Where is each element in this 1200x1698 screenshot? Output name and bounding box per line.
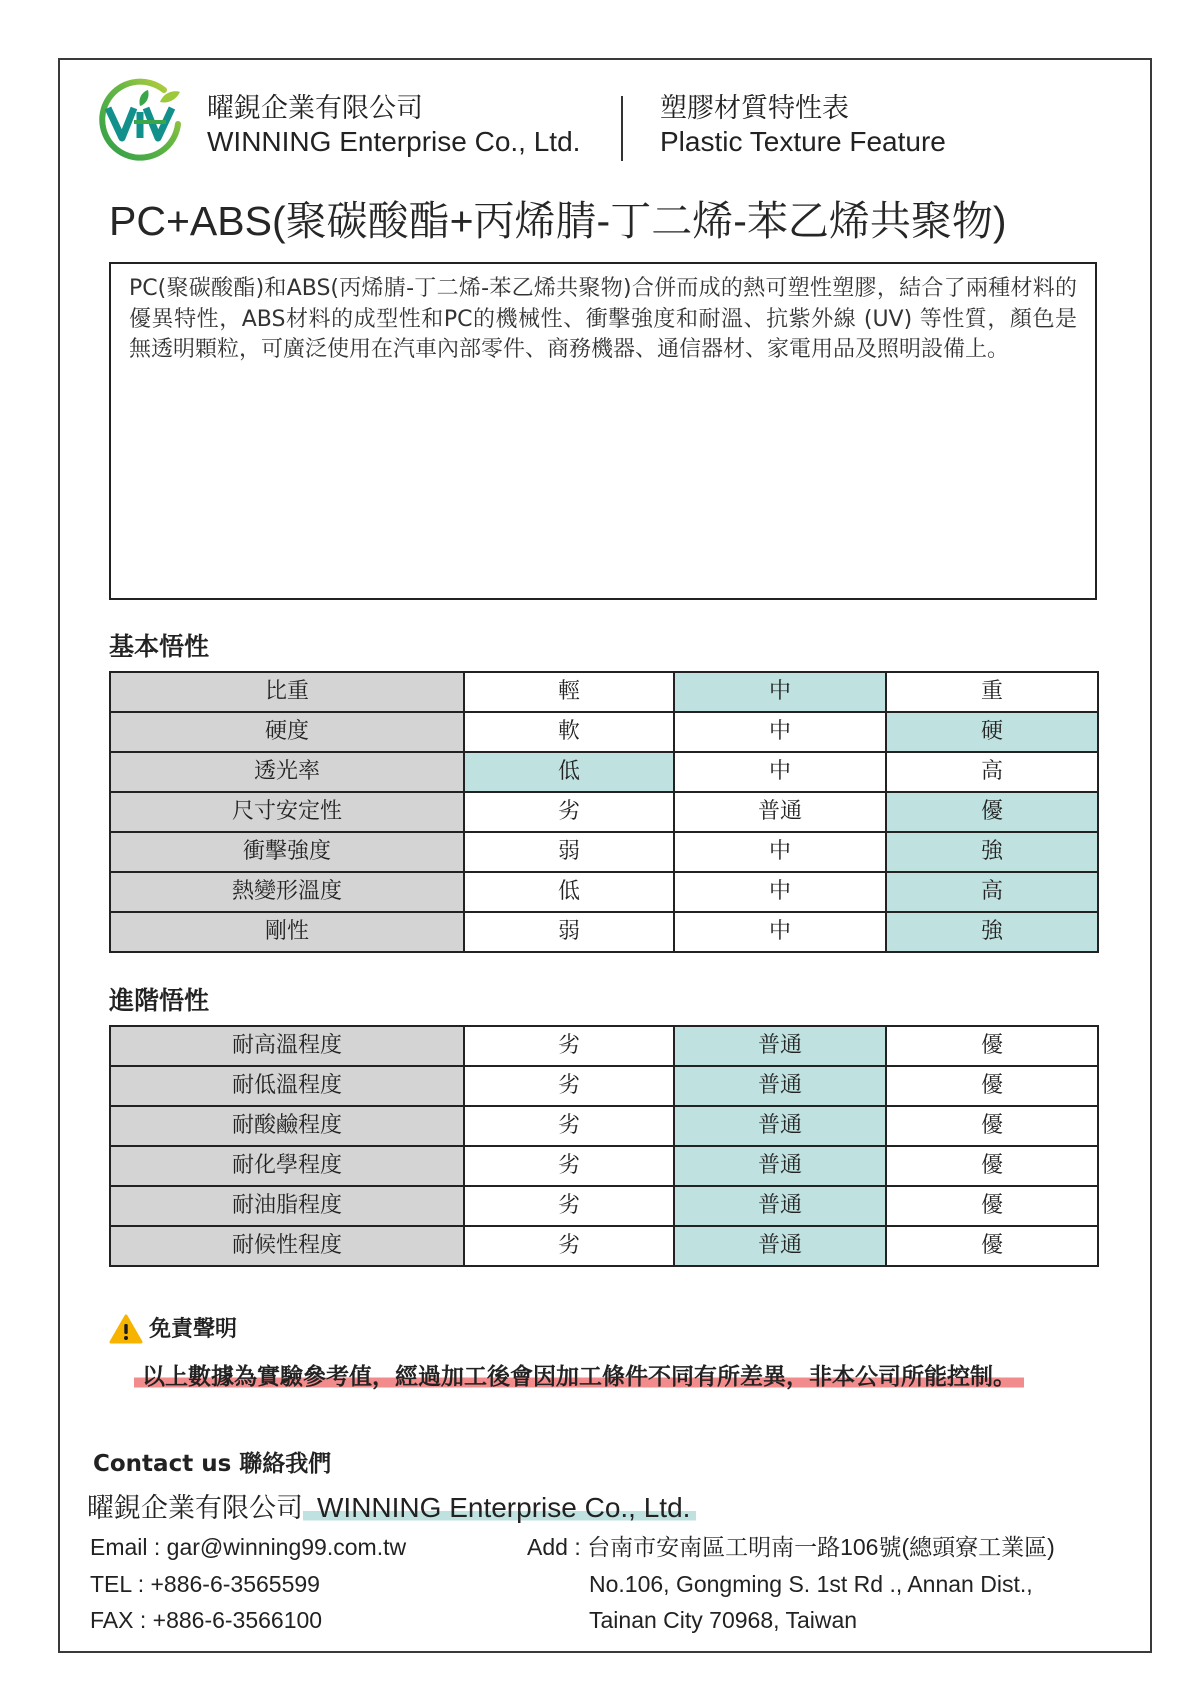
property-label: 衝擊強度 (110, 832, 464, 872)
level-cell: 高 (886, 752, 1098, 792)
level-cell: 優 (886, 1226, 1098, 1266)
contact-fax: FAX : +886-6-3566100 (90, 1607, 323, 1633)
description-text: PC(聚碳酸酯)和ABS(丙烯腈-丁二烯-苯乙烯共聚物)合併而成的熱可塑性塑膠，結合了兩種材料的優異特性，ABS材料的成型性和PC的機械性、衝擊強度和耐溫、抗紫外線 (UV) 等性質，顏色是無透明顆粒，可廣泛使用在汽車內部零件、商務機器、通信器材、家電用品及照明設備上。 (129, 276, 1077, 362)
level-cell: 中 (674, 752, 886, 792)
property-label: 耐油脂程度 (110, 1186, 464, 1226)
level-cell: 劣 (464, 1066, 674, 1106)
level-cell-selected: 普通 (674, 1146, 886, 1186)
level-cell: 中 (674, 872, 886, 912)
level-cell: 中 (674, 912, 886, 952)
level-cell-selected: 普通 (674, 1226, 886, 1266)
disclaimer-heading: 免責聲明 (149, 1317, 238, 1342)
level-cell: 劣 (464, 1106, 674, 1146)
property-label: 熱變形溫度 (110, 872, 464, 912)
level-cell: 軟 (464, 712, 674, 752)
disclaimer-text: 以上數據為實驗參考值，經過加工後會因加工條件不同有所差異，非本公司所能控制。 (134, 1364, 1024, 1390)
advanced-properties-table (109, 1025, 1099, 1267)
contact-address-line: Tainan City 70968, Taiwan (589, 1607, 858, 1633)
company-name-en: WINNING Enterprise Co., Ltd. (207, 126, 581, 157)
level-cell: 中 (674, 712, 886, 752)
level-cell: 重 (886, 672, 1098, 712)
property-row (110, 752, 1098, 792)
property-label: 比重 (110, 672, 464, 712)
level-cell-selected: 普通 (674, 1066, 886, 1106)
property-row (110, 1026, 1098, 1066)
property-row (110, 1066, 1098, 1106)
level-cell-selected: 優 (886, 792, 1098, 832)
property-row (110, 672, 1098, 712)
contact-company (87, 1491, 696, 1526)
level-cell-selected: 強 (886, 832, 1098, 872)
property-row (110, 792, 1098, 832)
contact-company-zh: 曜鋧企業有限公司 (87, 1493, 303, 1524)
description-box (109, 262, 1097, 600)
document-title-en: Plastic Texture Feature (660, 126, 946, 157)
warning-icon (109, 1314, 143, 1344)
level-cell: 弱 (464, 912, 674, 952)
level-cell-selected: 強 (886, 912, 1098, 952)
level-cell: 輕 (464, 672, 674, 712)
section-heading-basic: 基本悟性 (109, 632, 210, 661)
property-label: 硬度 (110, 712, 464, 752)
level-cell: 優 (886, 1146, 1098, 1186)
document-title-zh: 塑膠材質特性表 (660, 93, 849, 124)
level-cell: 中 (674, 832, 886, 872)
level-cell: 劣 (464, 1026, 674, 1066)
level-cell: 劣 (464, 1226, 674, 1266)
level-cell: 劣 (464, 1146, 674, 1186)
property-row (110, 1186, 1098, 1226)
property-label: 耐低溫程度 (110, 1066, 464, 1106)
material-title: PC+ABS(聚碳酸酯+丙烯腈-丁二烯-苯乙烯共聚物) (109, 198, 1007, 244)
level-cell-selected: 低 (464, 752, 674, 792)
level-cell: 劣 (464, 792, 674, 832)
contact-address-line: No.106, Gongming S. 1st Rd ., Annan Dist., (589, 1571, 1033, 1597)
section-heading-advanced: 進階悟性 (109, 986, 210, 1015)
level-cell: 低 (464, 872, 674, 912)
disclaimer-text-line (134, 1362, 1024, 1392)
property-row (110, 872, 1098, 912)
level-cell: 普通 (674, 792, 886, 832)
level-cell-selected: 中 (674, 672, 886, 712)
level-cell-selected: 普通 (674, 1186, 886, 1226)
property-label: 耐酸鹼程度 (110, 1106, 464, 1146)
contact-company-en: WINNING Enterprise Co., Ltd. (303, 1492, 696, 1523)
level-cell: 優 (886, 1186, 1098, 1226)
level-cell-selected: 普通 (674, 1026, 886, 1066)
level-cell: 弱 (464, 832, 674, 872)
contact-tel[interactable]: TEL : +886-6-3565599 (90, 1571, 320, 1597)
company-name-zh: 曜鋧企業有限公司 (207, 93, 423, 124)
document-title (660, 92, 946, 158)
property-label: 耐化學程度 (110, 1146, 464, 1186)
level-cell: 優 (886, 1026, 1098, 1066)
level-cell-selected: 普通 (674, 1106, 886, 1146)
property-label: 剛性 (110, 912, 464, 952)
level-cell: 劣 (464, 1186, 674, 1226)
property-row (110, 1146, 1098, 1186)
level-cell-selected: 硬 (886, 712, 1098, 752)
winning-logo-icon (94, 72, 186, 164)
property-row (110, 1106, 1098, 1146)
property-row (110, 712, 1098, 752)
level-cell: 優 (886, 1106, 1098, 1146)
level-cell: 優 (886, 1066, 1098, 1106)
contact-email[interactable]: Email : gar@winning99.com.tw (90, 1534, 407, 1560)
level-cell-selected: 高 (886, 872, 1098, 912)
property-label: 透光率 (110, 752, 464, 792)
property-row (110, 832, 1098, 872)
basic-properties-table (109, 671, 1099, 953)
header-divider (621, 96, 623, 161)
property-label: 耐候性程度 (110, 1226, 464, 1266)
property-row (110, 912, 1098, 952)
property-label: 耐高溫程度 (110, 1026, 464, 1066)
company-brand (207, 92, 580, 158)
property-label: 尺寸安定性 (110, 792, 464, 832)
contact-address-line: Add : 台南市安南區工明南一路106號(總頭寮工業區) (527, 1534, 1055, 1560)
property-row (110, 1226, 1098, 1266)
contact-heading: Contact us 聯絡我們 (93, 1451, 332, 1477)
